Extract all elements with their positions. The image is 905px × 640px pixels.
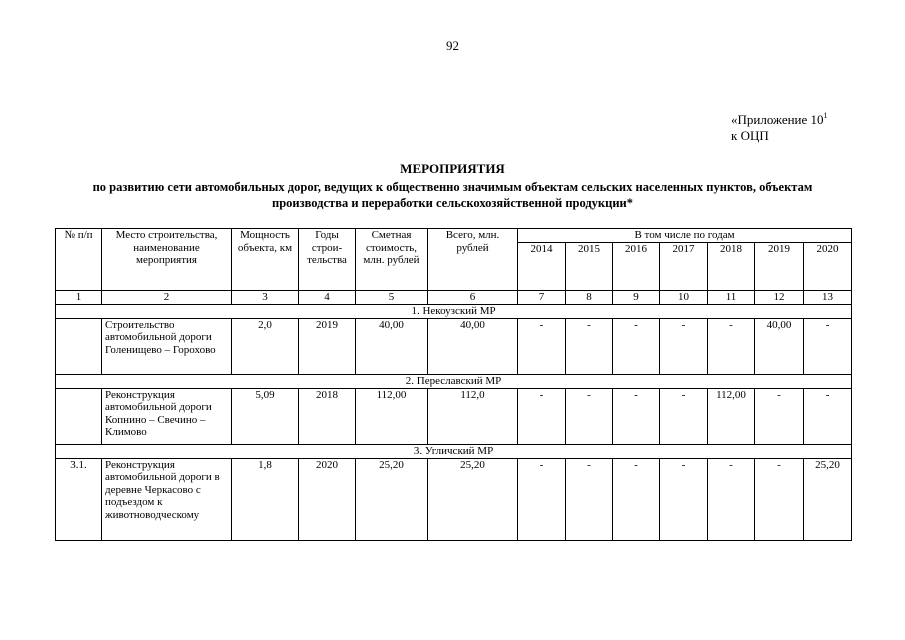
header-year-2015: 2015: [566, 242, 613, 290]
cell-year-2019: -: [755, 388, 804, 444]
document-title: МЕРОПРИЯТИЯ: [400, 161, 505, 176]
col-number: 3: [232, 290, 299, 304]
cell-capacity: 5,09: [232, 388, 299, 444]
col-number: 7: [518, 290, 566, 304]
header-year-2017: 2017: [660, 242, 708, 290]
cell-year-2016: -: [613, 318, 660, 374]
cell-year-2016: -: [613, 458, 660, 540]
cell-year-2019: -: [755, 458, 804, 540]
col-number: 11: [708, 290, 755, 304]
cell-name: Строительство автомобильной дороги Голенищево – Горохово: [102, 318, 232, 374]
cell-total: 25,20: [428, 458, 518, 540]
column-numbers-row: [56, 290, 852, 304]
header-num: № п/п: [56, 229, 102, 291]
col-number: 10: [660, 290, 708, 304]
col-number: 8: [566, 290, 613, 304]
section-row: [56, 374, 852, 388]
cell-year-2017: -: [660, 388, 708, 444]
cell-capacity: 2,0: [232, 318, 299, 374]
col-number: 13: [804, 290, 852, 304]
cell-year-2020: -: [804, 388, 852, 444]
cell-year-2018: -: [708, 458, 755, 540]
header-place: Место строительства, наименование мероприятия: [102, 229, 232, 291]
appendix-reference: [731, 108, 828, 144]
cell-total: 40,00: [428, 318, 518, 374]
cell-years: 2020: [299, 458, 356, 540]
cell-year-2017: -: [660, 318, 708, 374]
appendix-line-2: к ОЦП: [731, 128, 769, 143]
appendix-line-1: [731, 108, 828, 128]
cell-num: [56, 388, 102, 444]
cell-year-2014: -: [518, 388, 566, 444]
cell-year-2014: -: [518, 318, 566, 374]
col-number: 9: [613, 290, 660, 304]
section-row: [56, 444, 852, 458]
cell-year-2015: -: [566, 318, 613, 374]
section-title: 1. Некоузский МР: [56, 304, 852, 318]
cell-num: [56, 318, 102, 374]
header-capacity: Мощность объекта, км: [232, 229, 299, 291]
cell-year-2020: -: [804, 318, 852, 374]
col-number: 6: [428, 290, 518, 304]
cell-cost: 112,00: [356, 388, 428, 444]
cell-year-2015: -: [566, 458, 613, 540]
cell-year-2016: -: [613, 388, 660, 444]
header-year-2016: 2016: [613, 242, 660, 290]
section-title: 2. Переславский МР: [56, 374, 852, 388]
header-row: [56, 229, 852, 243]
col-number: 2: [102, 290, 232, 304]
appendix-superscript: 1: [823, 111, 828, 120]
cell-num: 3.1.: [56, 458, 102, 540]
document-subtitle: по развитию сети автомобильных дорог, ведущих к общественно значимым объектам сельских населенных пунктов, объектам производства и переработки сельскохозяйственной продукции*: [92, 180, 813, 210]
cell-name: Реконструкция автомобильной дороги Копнино – Свечино – Климово: [102, 388, 232, 444]
table-row: [56, 458, 852, 540]
page-number: 92: [446, 38, 459, 53]
section-row: [56, 304, 852, 318]
table-row: [56, 388, 852, 444]
header-cost: Сметная стоимость, млн. рублей: [356, 229, 428, 291]
cell-year-2020: 25,20: [804, 458, 852, 540]
header-year-2019: 2019: [755, 242, 804, 290]
col-number: 5: [356, 290, 428, 304]
header-total: Всего, млн. рублей: [428, 229, 518, 291]
cell-year-2018: -: [708, 318, 755, 374]
cell-year-2015: -: [566, 388, 613, 444]
header-year-2020: 2020: [804, 242, 852, 290]
cell-cost: 25,20: [356, 458, 428, 540]
cell-capacity: 1,8: [232, 458, 299, 540]
table-row: [56, 318, 852, 374]
col-number: 1: [56, 290, 102, 304]
col-number: 12: [755, 290, 804, 304]
measures-table: [55, 228, 852, 541]
appendix-label: «Приложение 10: [731, 112, 824, 127]
cell-years: 2018: [299, 388, 356, 444]
cell-cost: 40,00: [356, 318, 428, 374]
header-years: Годы строи-тельства: [299, 229, 356, 291]
cell-year-2014: -: [518, 458, 566, 540]
cell-name: Реконструкция автомобильной дороги в деревне Черкасово с подъездом к животноводческому: [102, 458, 232, 540]
header-by-years: В том числе по годам: [518, 229, 852, 243]
col-number: 4: [299, 290, 356, 304]
header-year-2018: 2018: [708, 242, 755, 290]
section-title: 3. Угличский МР: [56, 444, 852, 458]
cell-year-2019: 40,00: [755, 318, 804, 374]
cell-years: 2019: [299, 318, 356, 374]
header-year-2014: 2014: [518, 242, 566, 290]
cell-year-2017: -: [660, 458, 708, 540]
cell-total: 112,0: [428, 388, 518, 444]
cell-year-2018: 112,00: [708, 388, 755, 444]
